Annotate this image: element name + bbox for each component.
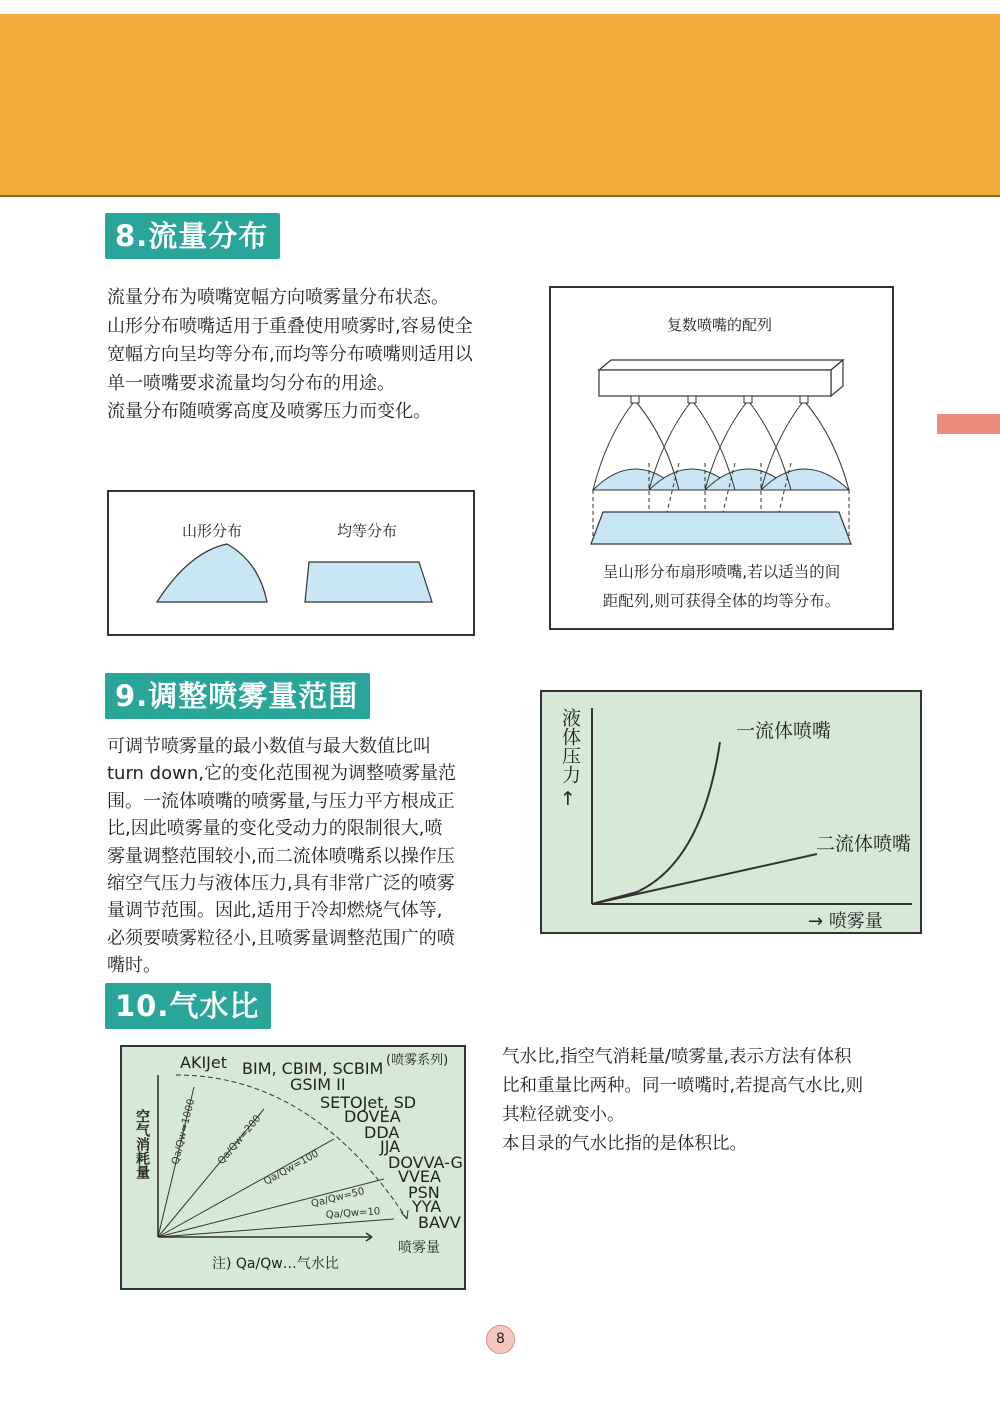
section-9-line: 可调节喷雾量的最小数值与最大数值比叫: [107, 736, 431, 757]
section-8-body: [107, 284, 537, 427]
distribution-shapes-diagram: [109, 492, 473, 634]
series-name: JJA: [380, 1137, 401, 1156]
nozzle-array-title: 复数喷嘴的配列: [667, 316, 773, 334]
distribution-shapes-box: [107, 490, 475, 636]
section-10-line: 其粒径就变小。: [502, 1105, 625, 1125]
series-name: SETOJet, SD: [320, 1093, 417, 1112]
section-10-line: 气水比,指空气消耗量/喷雾量,表示方法有体积: [502, 1047, 852, 1067]
section-8-line: 单一喷嘴要求流量均匀分布的用途。: [107, 372, 395, 394]
series-name: VVEA: [398, 1167, 441, 1186]
section-8-line: 流量分布为喷嘴宽幅方向喷雾量分布状态。: [107, 287, 449, 308]
turndown-x-label-text: 喷雾量: [828, 911, 883, 932]
mountain-distribution-label: 山形分布: [182, 522, 243, 540]
series-name: PSN: [408, 1183, 440, 1202]
ratio-label-1000: Qa/Qw=1000: [170, 1097, 198, 1166]
header-band: [0, 14, 1000, 197]
series-name: AKIJet: [180, 1053, 227, 1072]
section-9-line: 缩空气压力与液体压力,具有非常广泛的喷雾: [107, 873, 455, 895]
section-8-line: 宽幅方向呈均等分布,而均等分布喷嘴则适用以: [107, 344, 473, 365]
section-9-line: 雾量调整范围较小,而二流体喷嘴系以操作压: [107, 845, 455, 867]
two-fluid-label: 二流体喷嘴: [816, 833, 912, 855]
section-9-heading: 9.调整喷雾量范围: [105, 673, 370, 719]
series-name: DDA: [364, 1123, 400, 1142]
one-fluid-label: 一流体喷嘴: [736, 720, 832, 742]
air-water-ratio-chart: [120, 1045, 466, 1290]
ratio-label-100: Qa/Qw=100: [262, 1148, 321, 1188]
turndown-chart-svg: [542, 692, 920, 932]
section-9-line: 围。一流体喷嘴的喷雾量,与压力平方根成正: [107, 790, 455, 812]
two-fluid-line: [592, 854, 817, 904]
series-name: BIM, CBIM, SCBIM: [242, 1059, 384, 1078]
page-number: 8: [486, 1325, 515, 1354]
series-label: (喷雾系列): [386, 1053, 449, 1068]
turndown-y-label: 液体压力: [559, 708, 581, 784]
nozzle-array-caption-line: 呈山形分布扇形喷嘴,若以适当的间: [602, 563, 841, 581]
right-arrow-icon: →: [808, 911, 829, 932]
nozzle-array-caption: [561, 558, 882, 616]
ratio-label-10: Qa/Qw=10: [325, 1206, 381, 1221]
section-9-body: [107, 733, 525, 980]
up-arrow-icon: ↑: [560, 788, 576, 810]
turndown-x-label: [808, 907, 883, 933]
ratio-note: 注) Qa/Qw…气水比: [212, 1256, 339, 1272]
series-name: BAVV: [418, 1213, 461, 1232]
ratio-label-200: Qa/Qw=200: [215, 1113, 264, 1167]
section-10-body: [502, 1043, 932, 1159]
section-9-line: turn down,它的变化范围视为调整喷雾量范: [107, 763, 456, 785]
section-8-line: 流量分布随喷雾高度及喷雾压力而变化。: [107, 401, 431, 422]
nozzle-array-caption-line: 距配列,则可获得全体的均等分布。: [602, 592, 841, 610]
turndown-chart: [540, 690, 922, 934]
section-9-line: 嘴时。: [107, 955, 161, 977]
section-10-line: 比和重量比两种。同一喷嘴时,若提高气水比,则: [502, 1076, 864, 1096]
section-9-line: 必须要喷雾粒径小,且喷雾量调整范围广的喷: [107, 927, 455, 949]
section-9-line: 比,因此喷雾量的变化受动力的限制很大,喷: [107, 818, 443, 840]
nozzle-array-box: [549, 286, 894, 630]
ratio-label-50: Qa/Qw=50: [310, 1186, 366, 1210]
section-9-line: 量调节范围。因此,适用于冷却燃烧气体等,: [107, 900, 443, 922]
series-name: GSIM II: [290, 1075, 346, 1094]
series-name: YYA: [412, 1197, 442, 1216]
air-consumption-label: 空气消耗量: [134, 1109, 150, 1179]
section-8-heading: 8.流量分布: [105, 213, 280, 259]
section-10-heading: 10.气水比: [105, 983, 271, 1029]
air-water-x-label: 喷雾量: [398, 1240, 440, 1256]
uniform-distribution-label: 均等分布: [337, 522, 398, 540]
section-10-line: 本目录的气水比指的是体积比。: [502, 1134, 747, 1154]
series-name: DOVEA: [344, 1107, 401, 1126]
side-tab-marker: [937, 414, 1000, 434]
section-8-line: 山形分布喷嘴适用于重叠使用喷雾时,容易使全: [107, 315, 473, 337]
series-name: DOVVA-G: [388, 1153, 463, 1172]
